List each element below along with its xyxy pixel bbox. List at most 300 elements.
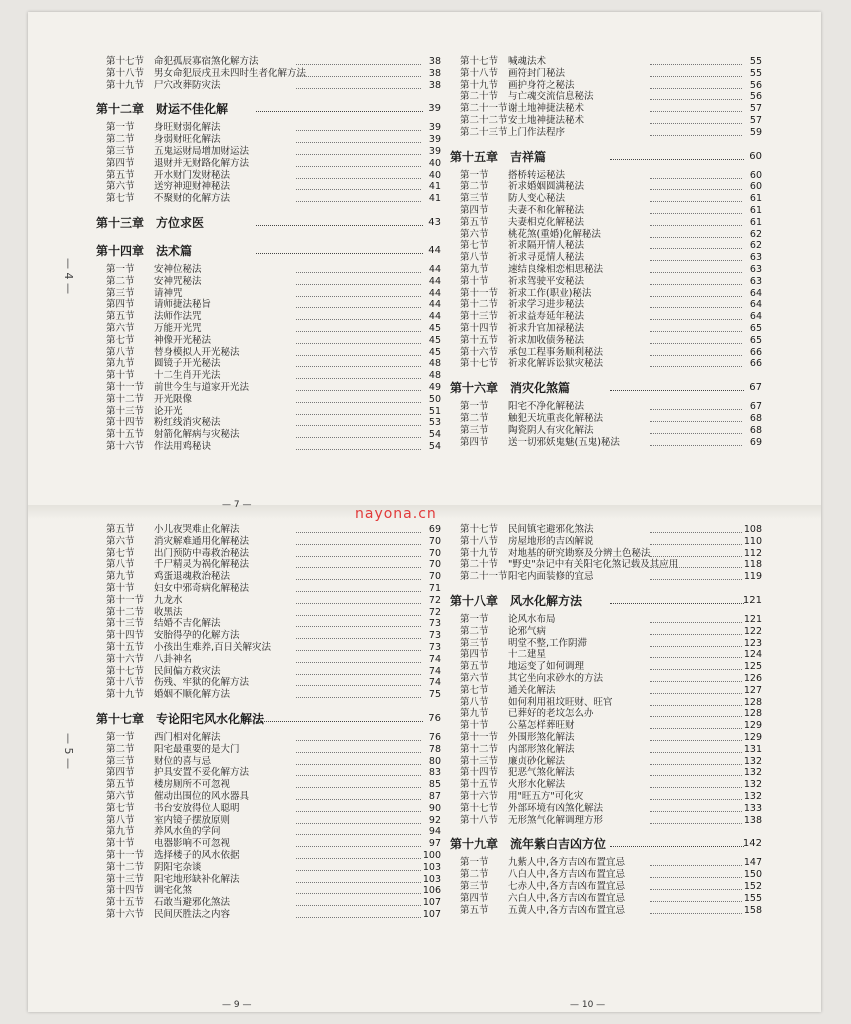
leader-dots [296, 189, 421, 190]
section-page: 147 [743, 857, 762, 869]
leader-dots [296, 414, 421, 415]
toc-entry [450, 548, 762, 560]
section-number: 第十一节 [460, 731, 499, 743]
toc-entry [96, 791, 441, 803]
leader-dots [296, 579, 421, 580]
leader-dots [296, 787, 421, 788]
section-number: 第四节 [106, 767, 135, 779]
leader-dots [650, 865, 742, 866]
section-number: 第十一节 [106, 381, 145, 393]
toc-entry [450, 276, 762, 288]
toc-entry [450, 614, 762, 626]
section-page: 83 [428, 767, 441, 779]
section-title: 祈求工作(职业)秘法 [508, 287, 592, 299]
toc-entry [96, 909, 441, 921]
section-title: 退财并无财路化解方法 [154, 157, 250, 169]
section-number: 第十八节 [460, 814, 499, 826]
section-number: 第十六节 [106, 440, 145, 452]
chapter-title: 第十六章 消灾化煞篇 [450, 381, 571, 396]
section-number: 第四节 [460, 892, 489, 904]
section-page: 69 [428, 524, 441, 535]
section-number: 第十五节 [106, 897, 145, 909]
section-title: 陶瓷阴人有灾化解法 [508, 424, 594, 436]
leader-dots [650, 272, 742, 273]
leader-dots [650, 657, 742, 658]
section-title: 开水财门发财秘法 [154, 169, 231, 181]
toc-entry [96, 850, 441, 862]
section-title: 祈求驾驶平安秘法 [508, 275, 585, 287]
section-number: 第三节 [106, 287, 135, 299]
section-page: 61 [749, 204, 762, 216]
section-page: 107 [422, 897, 441, 909]
toc-entry [96, 406, 441, 418]
toc-entry [96, 630, 441, 642]
section-number: 第二节 [460, 412, 489, 424]
leader-dots [650, 331, 742, 332]
toc-entry [96, 347, 441, 359]
section-title: 上门作法程序 [508, 126, 566, 138]
leader-dots [650, 421, 742, 422]
section-page: 39 [428, 134, 441, 146]
section-title: 安胎得孕的化解方法 [154, 630, 240, 642]
leader-dots [296, 178, 421, 179]
leader-dots [650, 409, 742, 410]
page-number-9: — 9 — [222, 1000, 252, 1010]
section-title: 粉红线消灾秘法 [154, 417, 221, 429]
section-page: 70 [428, 535, 441, 547]
section-title: 安神位秘法 [154, 263, 202, 275]
section-page: 119 [743, 571, 762, 583]
section-title: 外部环境有凶煞化解法 [508, 802, 604, 814]
section-page: 40 [428, 157, 441, 169]
toc-entry [450, 264, 762, 276]
section-number: 第七节 [106, 193, 135, 205]
section-page: 38 [428, 79, 441, 91]
leader-dots [650, 544, 742, 545]
leader-dots [296, 740, 421, 741]
section-page: 64 [749, 311, 762, 323]
section-title: 阳宅不净化解秘法 [508, 401, 585, 413]
leader-dots [296, 662, 421, 663]
chapter-title: 第十七章 专论阳宅风水化解法 [96, 711, 265, 726]
section-page: 74 [428, 665, 441, 677]
toc-entry [450, 181, 762, 193]
toc-entry [96, 897, 441, 909]
leader-dots [296, 272, 421, 273]
leader-dots [650, 307, 742, 308]
toc-entry [450, 803, 762, 815]
section-title: 通关化解法 [508, 684, 556, 696]
section-number: 第十节 [460, 275, 489, 287]
toc-entry [96, 170, 441, 182]
leader-dots [650, 877, 742, 878]
section-page: 138 [743, 814, 762, 826]
section-title: 喊魂法术 [508, 56, 547, 67]
section-title: 阳宅内面装修的宜忌 [508, 571, 594, 583]
section-number: 第十九节 [460, 547, 499, 559]
section-page: 68 [749, 412, 762, 424]
toc-entry [450, 638, 762, 650]
leader-dots [296, 378, 421, 379]
section-page: 45 [428, 346, 441, 358]
leader-dots [610, 846, 744, 847]
section-page: 97 [428, 838, 441, 850]
leader-dots [296, 307, 421, 308]
section-number: 第十八节 [106, 677, 145, 689]
toc-entry [450, 524, 762, 536]
section-page: 94 [428, 826, 441, 838]
toc-entry [96, 335, 441, 347]
section-page: 41 [428, 193, 441, 205]
section-number: 第十节 [106, 370, 135, 382]
section-title: 消灾解难通用化解秘法 [154, 535, 250, 547]
toc-entry [96, 158, 441, 170]
section-title: 犯恶气煞化解法 [508, 767, 575, 779]
leader-dots [296, 870, 421, 871]
leader-dots [650, 556, 742, 557]
section-page: 59 [749, 126, 762, 138]
toc-entry [96, 122, 441, 134]
toc-entry [96, 394, 441, 406]
section-title: 十二生肖开光法 [154, 370, 221, 382]
leader-dots [296, 296, 421, 297]
toc-entry [450, 229, 762, 241]
section-title: 祈求化解诉讼狱灾秘法 [508, 358, 604, 370]
leader-dots [296, 917, 421, 918]
section-number: 第二十二节 [460, 114, 508, 126]
section-page: 51 [428, 405, 441, 417]
section-page: 63 [749, 263, 762, 275]
section-title: 石敢当避邪化煞法 [154, 897, 231, 909]
section-title: 送一切邪妖鬼魅(五鬼)秘法 [508, 436, 620, 448]
section-page: 62 [749, 228, 762, 240]
section-title: 速结良缘相恋相思秘法 [508, 263, 604, 275]
chapter-page: 121 [742, 594, 762, 606]
section-title: 催动出围位的风水器具 [154, 790, 250, 802]
leader-dots [296, 402, 421, 403]
chapter-title: 第十五章 吉祥篇 [450, 149, 547, 164]
leader-dots [296, 532, 421, 533]
leader-dots [650, 213, 742, 214]
leader-dots [296, 603, 421, 604]
section-page: 71 [428, 582, 441, 594]
section-number: 第四节 [460, 649, 489, 661]
toc-entry [450, 437, 762, 449]
toc-entry [450, 779, 762, 791]
section-number: 第十六节 [460, 790, 499, 802]
section-title: 伤残、牢狱的化解方法 [154, 677, 250, 689]
chapter-page: 44 [428, 244, 441, 256]
leader-dots [650, 355, 742, 356]
section-page: 110 [743, 535, 762, 547]
leader-dots [650, 99, 742, 100]
leader-dots [296, 201, 421, 202]
section-page: 90 [428, 802, 441, 814]
leader-dots [650, 579, 742, 580]
section-number: 第十二节 [106, 393, 145, 405]
section-number: 第六节 [106, 535, 135, 547]
leader-dots [650, 901, 742, 902]
section-page: 63 [749, 275, 762, 287]
section-title: 祈求益寿延年秘法 [508, 311, 585, 323]
leader-dots [296, 823, 421, 824]
section-title: 婚姻不顺化解方法 [154, 689, 231, 701]
leader-dots [650, 799, 742, 800]
section-page: 126 [743, 672, 762, 684]
leader-dots [650, 201, 742, 202]
toc-entry [96, 68, 441, 80]
watermark: nayona.cn [355, 506, 437, 522]
leader-dots [650, 123, 742, 124]
section-number: 第十节 [460, 720, 489, 732]
chapter-page: 67 [749, 382, 762, 394]
section-page: 124 [743, 649, 762, 661]
leader-dots [296, 425, 421, 426]
section-number: 第五节 [460, 661, 489, 673]
section-title: 不聚财的化解方法 [154, 193, 231, 205]
section-number: 第二十三节 [460, 126, 508, 138]
section-page: 55 [749, 56, 762, 67]
section-page: 68 [749, 424, 762, 436]
toc-entry [96, 80, 441, 92]
section-title: 送穷神迎财神秘法 [154, 181, 231, 193]
section-title: 对地基的研究勘察及分辨土色秘法 [508, 547, 651, 559]
section-page: 54 [428, 429, 441, 441]
section-title: 论开光 [154, 405, 183, 417]
section-page: 63 [749, 252, 762, 264]
section-title: 西门相对化解法 [154, 731, 221, 743]
section-number: 第八节 [460, 252, 489, 264]
toc-entry [96, 323, 441, 335]
section-title: 外围形煞化解法 [508, 731, 575, 743]
section-title: 阳宅最重要的是大门 [154, 743, 240, 755]
section-title: 八白人中,各方吉凶布置宜忌 [508, 869, 626, 881]
toc-entry [96, 885, 441, 897]
leader-dots [650, 178, 742, 179]
section-title: 如何利用祖坟旺财、旺官 [508, 696, 613, 708]
section-number: 第十九节 [460, 79, 499, 91]
leader-dots [650, 64, 742, 65]
section-number: 第九节 [460, 263, 489, 275]
chapter-page: 39 [428, 103, 441, 115]
section-page: 155 [743, 892, 762, 904]
leader-dots [296, 626, 421, 627]
section-number: 第二节 [106, 134, 135, 146]
leader-dots [650, 716, 742, 717]
leader-dots [650, 189, 742, 190]
toc-entry [450, 744, 762, 756]
toc-entry [96, 288, 441, 300]
toc-entry [96, 642, 441, 654]
section-number: 第十四节 [106, 630, 145, 642]
leader-dots [296, 834, 421, 835]
section-page: 103 [422, 861, 441, 873]
section-title: 触犯天坑重丧化解秘法 [508, 412, 604, 424]
leader-dots [650, 823, 742, 824]
toc-entry [450, 905, 762, 917]
leader-dots [650, 225, 742, 226]
section-page: 123 [743, 637, 762, 649]
section-title: 请神咒 [154, 287, 183, 299]
toc-entry [96, 595, 441, 607]
toc-entry [96, 382, 441, 394]
section-number: 第十六节 [460, 346, 499, 358]
section-title: 千尸精灵为祸化解秘法 [154, 559, 250, 571]
section-title: 谢土地神捷法秘术 [508, 103, 585, 115]
section-page: 49 [428, 381, 441, 393]
section-title: 民间镇宅避邪化煞法 [508, 524, 594, 535]
section-number: 第三节 [460, 424, 489, 436]
leader-dots [296, 685, 421, 686]
toc-entry [96, 299, 441, 311]
chapter-heading [450, 589, 762, 611]
toc-entry [450, 358, 762, 370]
leader-dots [650, 728, 742, 729]
section-page: 74 [428, 677, 441, 689]
section-title: 六白人中,各方吉凶布置宜忌 [508, 892, 626, 904]
section-title: 地运变了如何调理 [508, 661, 585, 673]
chapter-page: 60 [749, 150, 762, 162]
section-page: 132 [743, 779, 762, 791]
section-number: 第一节 [460, 401, 489, 413]
section-title: 火形水化解法 [508, 779, 566, 791]
leader-dots [610, 390, 744, 391]
chapter-page: 43 [428, 216, 441, 228]
toc-entry [96, 417, 441, 429]
section-number: 第一节 [106, 122, 135, 134]
chapter-title: 第十二章 财运不佳化解 [96, 102, 229, 117]
leader-dots [256, 225, 423, 226]
leader-dots [650, 88, 742, 89]
section-title: 楼房厕所不可忽视 [154, 779, 231, 791]
leader-dots [650, 764, 742, 765]
section-title: 祈求学习进步秘法 [508, 299, 585, 311]
section-number: 第十三节 [106, 405, 145, 417]
section-page: 128 [743, 696, 762, 708]
section-page: 48 [428, 370, 441, 382]
section-number: 第十二节 [460, 299, 499, 311]
leader-dots [650, 343, 742, 344]
section-page: 158 [743, 904, 762, 916]
section-page: 60 [749, 181, 762, 193]
leader-dots [650, 237, 742, 238]
leader-dots [296, 88, 421, 89]
section-page: 152 [743, 880, 762, 892]
section-page: 44 [428, 263, 441, 275]
leader-dots [610, 159, 744, 160]
toc-entry [96, 862, 441, 874]
section-page: 56 [749, 91, 762, 103]
section-title: 室内镜子摆放原则 [154, 814, 231, 826]
leader-dots [650, 787, 742, 788]
section-title: 安土地神捷法秘术 [508, 114, 585, 126]
leader-dots [296, 638, 421, 639]
toc-entry [96, 559, 441, 571]
leader-dots [650, 646, 742, 647]
section-title: 尸穴改葬防灾法 [154, 79, 221, 91]
section-page: 48 [428, 358, 441, 370]
toc-entry [450, 857, 762, 869]
section-number: 第十二节 [106, 861, 145, 873]
chapter-page: 142 [742, 838, 762, 850]
section-page: 62 [749, 240, 762, 252]
chapter-title: 第十八章 风水化解方法 [450, 593, 583, 608]
leader-dots [650, 889, 742, 890]
section-number: 第十七节 [106, 665, 145, 677]
toc-entry [96, 666, 441, 678]
section-title: 电器影响不可忽视 [154, 838, 231, 850]
section-title: 开光限像 [154, 393, 193, 405]
section-number: 第十三节 [460, 311, 499, 323]
section-page: 64 [749, 299, 762, 311]
section-number: 第二节 [460, 625, 489, 637]
section-title: 小儿夜哭难止化解法 [154, 524, 240, 535]
section-number: 第三节 [460, 880, 489, 892]
toc-entry [96, 548, 441, 560]
section-number: 第一节 [460, 857, 489, 869]
section-title: 结婚不吉化解法 [154, 618, 221, 630]
section-title: 命犯孤辰寡宿煞化解方法 [154, 56, 259, 67]
toc-entry [96, 607, 441, 619]
section-page: 39 [428, 145, 441, 157]
section-page: 44 [428, 299, 441, 311]
section-number: 第九节 [460, 708, 489, 720]
toc-entry [450, 673, 762, 685]
section-title: 夫妻不和化解秘法 [508, 204, 585, 216]
section-number: 第十七节 [460, 56, 499, 67]
leader-dots [296, 284, 421, 285]
section-page: 57 [749, 103, 762, 115]
section-page: 75 [428, 689, 441, 701]
section-number: 第二节 [106, 275, 135, 287]
leader-dots [296, 882, 421, 883]
toc-entry [450, 127, 762, 139]
chapter-heading [450, 145, 762, 167]
section-page: 50 [428, 393, 441, 405]
toc-entry [450, 56, 762, 68]
section-title: "野史"杂记中有关阳宅化煞记载及其应用 [508, 559, 679, 571]
toc-entry [450, 323, 762, 335]
section-number: 第四节 [106, 157, 135, 169]
section-number: 第七节 [106, 547, 135, 559]
section-title: 祈求隔开情人秘法 [508, 240, 585, 252]
section-title: 养风水鱼的学问 [154, 826, 221, 838]
section-title: 书台安放得位人聪明 [154, 802, 240, 814]
leader-dots [650, 705, 742, 706]
side-page-number-5: — 5 — [62, 733, 75, 769]
section-title: 八卦神名 [154, 653, 193, 665]
toc-entry [450, 720, 762, 732]
toc-entry [96, 779, 441, 791]
toc-entry [96, 56, 441, 68]
section-title: 护具安置不妥化解方法 [154, 767, 250, 779]
leader-dots [650, 76, 742, 77]
leader-dots [650, 752, 742, 753]
toc-entry [450, 559, 762, 571]
section-number: 第九节 [106, 826, 135, 838]
section-number: 第三节 [460, 193, 489, 205]
section-number: 第五节 [106, 779, 135, 791]
toc-entry [450, 881, 762, 893]
section-page: 54 [428, 440, 441, 452]
leader-dots [650, 284, 742, 285]
section-title: 阳宅地形缺补化解法 [154, 873, 240, 885]
toc-entry [96, 767, 441, 779]
toc-entry [450, 697, 762, 709]
section-number: 第十八节 [106, 67, 145, 79]
section-page: 55 [749, 67, 762, 79]
toc-entry [450, 335, 762, 347]
